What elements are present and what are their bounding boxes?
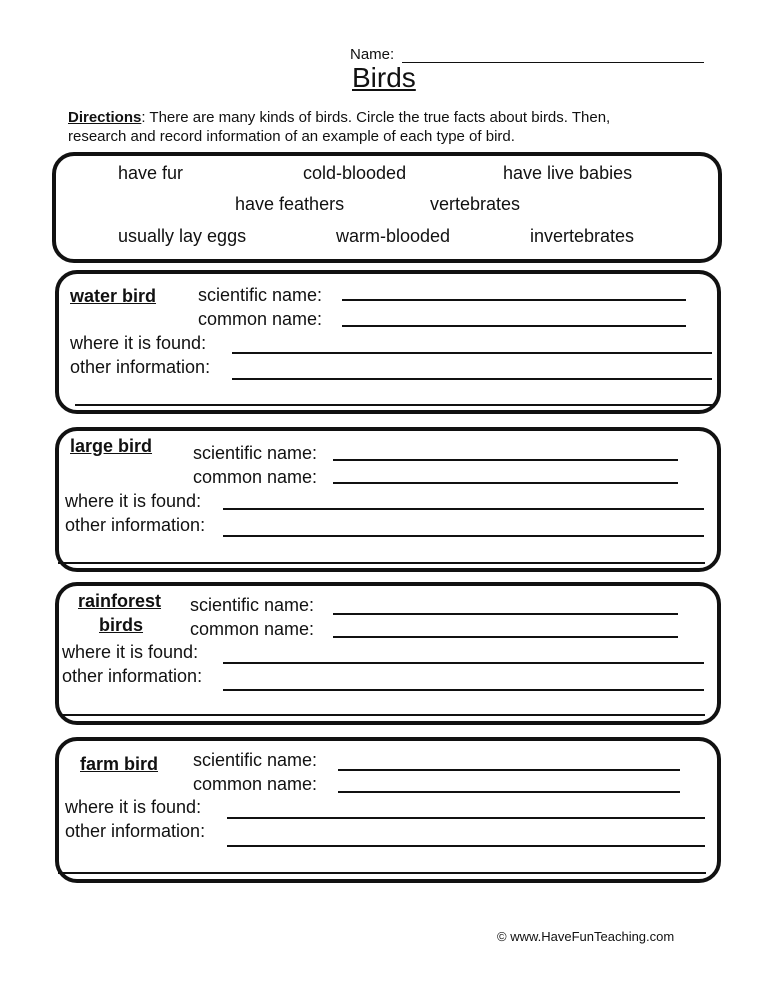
fact-item[interactable]: have fur [118,163,184,183]
where-found-label: where it is found: [70,333,207,353]
extra-answer-line[interactable] [75,404,713,406]
common-name-label: common name: [198,309,323,329]
common-name-label: common name: [193,467,318,487]
other-information-line[interactable] [223,535,704,537]
scientific-name-label: scientific name: [193,750,318,770]
other-information-label: other information: [62,666,203,686]
fact-item[interactable]: usually lay eggs [118,226,247,246]
directions-text: : There are many kinds of birds. Circle the true facts about birds. Then, [141,109,611,126]
scientific-name-line[interactable] [333,459,678,461]
name-line[interactable] [402,62,704,63]
where-found-label: where it is found: [65,491,202,511]
directions-label: Directions [68,109,142,126]
fact-item[interactable]: warm-blooded [336,226,451,246]
extra-answer-line[interactable] [58,562,705,564]
where-found-label: where it is found: [65,797,202,817]
page-title: Birds [352,62,416,93]
where-found-line[interactable] [227,817,705,819]
fact-item[interactable]: cold-blooded [303,163,407,183]
common-name-line[interactable] [342,325,686,327]
other-information-line[interactable] [223,689,704,691]
scientific-name-line[interactable] [342,299,686,301]
fact-item[interactable]: have feathers [235,194,345,214]
other-information-label: other information: [65,821,206,841]
directions-text-2: research and record information of an example of each type of bird. [68,128,515,145]
where-found-line[interactable] [232,352,712,354]
where-found-label: where it is found: [62,642,199,662]
section-label: water bird [70,286,157,306]
other-information-label: other information: [65,515,206,535]
section-label-2: birds [99,615,144,635]
extra-answer-line[interactable] [58,872,706,874]
common-name-label: common name: [193,774,318,794]
directions [68,108,610,146]
scientific-name-label: scientific name: [190,595,315,615]
extra-answer-line[interactable] [62,714,705,716]
scientific-name-line[interactable] [338,769,680,771]
common-name-line[interactable] [333,482,678,484]
common-name-line[interactable] [333,636,678,638]
where-found-line[interactable] [223,662,704,664]
other-information-label: other information: [70,357,211,377]
section-label: large bird [70,436,153,456]
fact-item[interactable]: vertebrates [430,194,521,214]
section-label: rainforest [78,591,162,611]
fact-item[interactable]: have live babies [503,163,633,183]
scientific-name-label: scientific name: [193,443,318,463]
section-label: farm bird [80,754,159,774]
fact-item[interactable]: invertebrates [530,226,635,246]
common-name-label: common name: [190,619,315,639]
other-information-line[interactable] [232,378,712,380]
scientific-name-label: scientific name: [198,285,323,305]
common-name-line[interactable] [338,791,680,793]
copyright: © www.HaveFunTeaching.com [497,929,675,944]
where-found-line[interactable] [223,508,704,510]
other-information-line[interactable] [227,845,705,847]
scientific-name-line[interactable] [333,613,678,615]
name-label: Name: [350,46,395,63]
